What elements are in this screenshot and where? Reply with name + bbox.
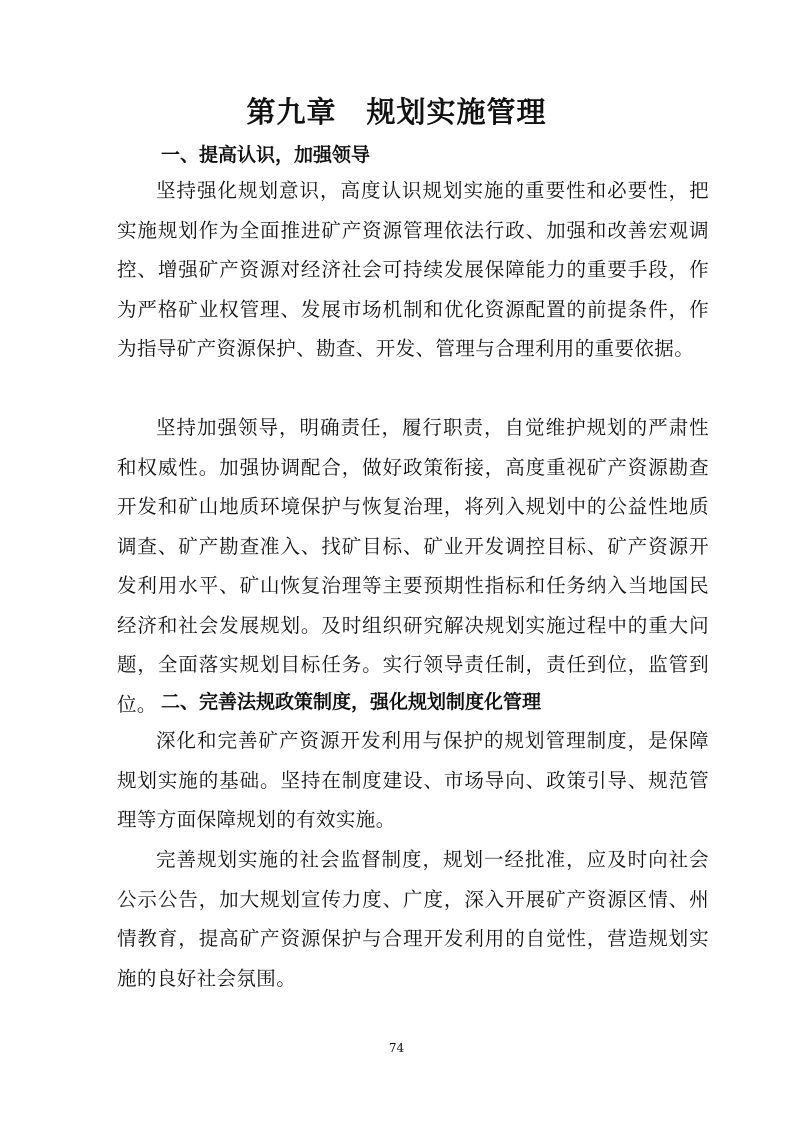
chapter-title: 第九章 规划实施管理 <box>246 95 547 129</box>
paragraph-1-1: 坚持强化规划意识，高度认识规划实施的重要性和必要性，把实施规划作为全面推进矿产资源管理依法行政、加强和改善宏观调控、增强矿产资源对经济社会可持续发展保障能力的重要手段，作为严格矿业权管理、发展市场机制和优化资源配置的前提条件，作为指导矿产资源保护、勘查、开发、管理与合理利用的重要依据。 <box>117 179 709 360</box>
paragraph-2-2: 完善规划实施的社会监督制度，规划一经批准，应及时向社会公示公告，加大规划宣传力度、广度，深入开展矿产资源区情、州情教育，提高矿产资源保护与合理开发利用的自觉性，营造规划实施的良好社会氛围。 <box>117 848 709 990</box>
paragraph-1-2: 坚持加强领导，明确责任，履行职责，自觉维护规划的严肃性和权威性。加强协调配合，做好政策衔接，高度重视矿产资源勘查开发和矿山地质环境保护与恢复治理，将列入规划中的公益性地质调查、矿产勘查准入、找矿目标、矿业开发调控目标、矿产资源开发利用水平、矿山恢复治理等主要预期性指标和任务纳入当地国民经济和社会发展规划。及时组织研究解决规划实施过程中的重大问题，全面落实规划目标任务。实行领导责任制，责任到位，监管到位。 <box>117 416 709 716</box>
section-heading-2: 二、完善法规政策制度，强化规划制度化管理 <box>161 691 542 713</box>
section-heading-1: 一、提高认识，加强领导 <box>161 144 371 166</box>
paragraph-2-1: 深化和完善矿产资源开发利用与保护的规划管理制度，是保障规划实施的基础。坚持在制度建设、市场导向、政策引导、规范管理等方面保障规划的有效实施。 <box>117 729 709 831</box>
page-number: 74 <box>388 1041 405 1055</box>
